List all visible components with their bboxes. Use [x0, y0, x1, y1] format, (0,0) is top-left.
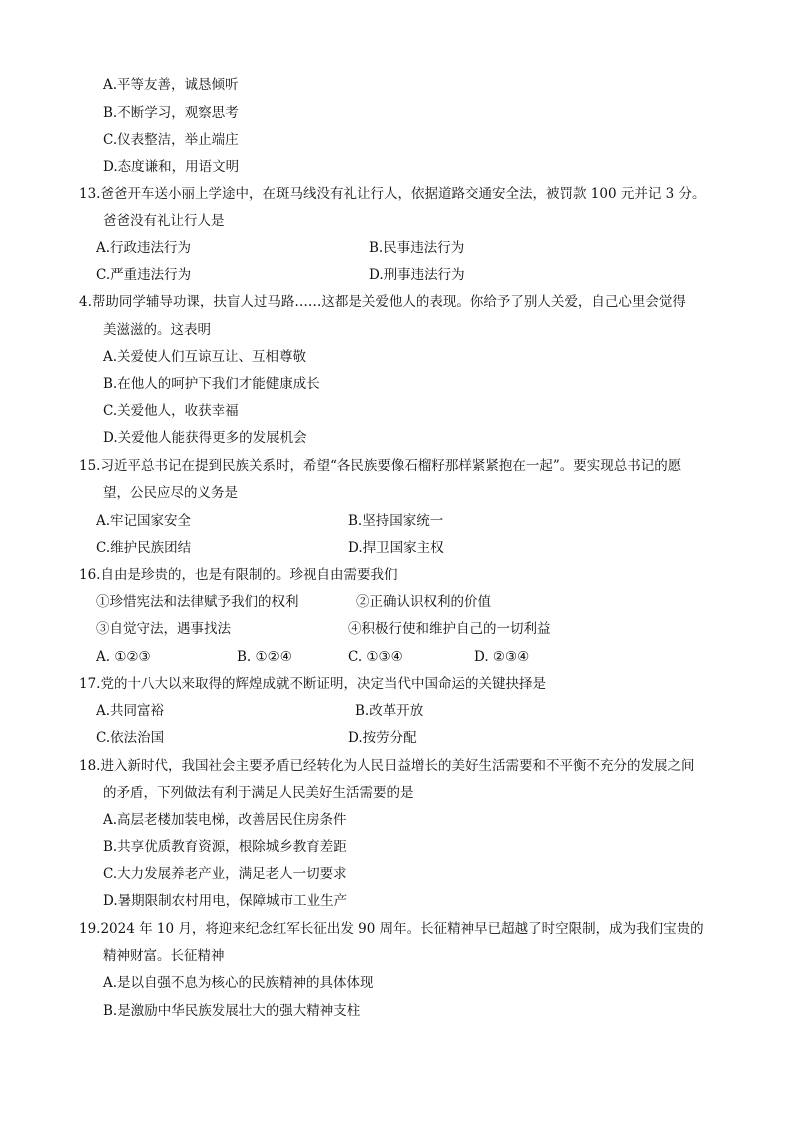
question-18-stem-cont: 的矛盾，下列做法有利于满足人民美好生活需要的是	[103, 785, 414, 801]
statement-16-3: ③自觉守法，遇事找法	[96, 621, 231, 637]
question-18-stem: 18.进入新时代，我国社会主要矛盾已经转化为人民日益增长的美好生活需要和不平衡不充分的发展之间	[79, 758, 695, 774]
option-13d: D.刑事违法行为	[369, 267, 465, 283]
option-16b: B. ①②④	[237, 649, 292, 665]
option-12c: C.仪表整洁，举止端庄	[103, 132, 239, 148]
option-17a: A.共同富裕	[96, 703, 165, 719]
statement-16-1: ①珍惜宪法和法律赋予我们的权利	[96, 594, 299, 610]
question-19-stem: 19.2024 年 10 月，将迎来纪念红军长征出发 90 周年。长征精神早已超越了时空限制，成为我们宝贵的	[79, 921, 704, 937]
option-17c: C.依法治国	[96, 730, 165, 746]
option-13b: B.民事违法行为	[369, 240, 465, 256]
question-15-stem-cont: 望，公民应尽的义务是	[103, 485, 238, 501]
question-13-stem-cont: 爸爸没有礼让行人是	[103, 213, 225, 229]
option-15d: D.捍卫国家主权	[348, 540, 444, 556]
statement-16-2: ②正确认识权利的价值	[356, 594, 491, 610]
option-19b: B.是激励中华民族发展壮大的强大精神支柱	[103, 1003, 361, 1019]
option-18b: B.共享优质教育资源，根除城乡教育差距	[103, 839, 347, 855]
option-14d: D.关爱他人能获得更多的发展机会	[103, 430, 307, 446]
option-14c: C.关爱他人，收获幸福	[103, 403, 239, 419]
option-12a: A.平等友善，诚恳倾听	[103, 77, 239, 93]
question-16-stem: 16.自由是珍贵的，也是有限制的。珍视自由需要我们	[79, 567, 398, 583]
question-15-stem: 15.习近平总书记在提到民族关系时，希望“各民族要像石榴籽那样紧紧抱在一起”。要实现总书记的愿	[79, 458, 682, 474]
option-18d: D.暑期限制农村用电，保障城市工业生产	[103, 893, 348, 909]
option-16a: A. ①②③	[96, 649, 151, 665]
question-14-stem: 4.帮助同学辅导功课，扶盲人过马路……这都是关爱他人的表现。你给予了别人关爱，自己心里会觉得	[79, 294, 686, 310]
question-13-stem: 13.爸爸开车送小丽上学途中，在斑马线没有礼让行人，依据道路交通安全法，被罚款 100 元并记 3 分。	[79, 186, 706, 202]
option-13a: A.行政违法行为	[96, 240, 192, 256]
option-16d: D. ②③④	[474, 649, 530, 665]
option-18c: C.大力发展养老产业，满足老人一切要求	[103, 866, 347, 882]
question-17-stem: 17.党的十八大以来取得的辉煌成就不断证明，决定当代中国命运的关键抉择是	[79, 676, 546, 692]
option-19a: A.是以自强不息为核心的民族精神的具体体现	[103, 975, 374, 991]
question-14-stem-cont: 美滋滋的。这表明	[103, 322, 211, 338]
option-17b: B.改革开放	[355, 703, 424, 719]
option-13c: C.严重违法行为	[96, 267, 192, 283]
option-15a: A.牢记国家安全	[96, 513, 192, 529]
option-15c: C.维护民族团结	[96, 540, 192, 556]
option-16c: C. ①③④	[348, 649, 403, 665]
option-12b: B.不断学习，观察思考	[103, 105, 239, 121]
statement-16-4: ④积极行使和维护自己的一切利益	[348, 621, 551, 637]
option-15b: B.坚持国家统一	[348, 513, 444, 529]
option-12d: D.态度谦和，用语文明	[103, 159, 240, 175]
option-18a: A.高层老楼加装电梯，改善居民住房条件	[103, 812, 347, 828]
option-14b: B.在他人的呵护下我们才能健康成长	[103, 376, 320, 392]
option-14a: A.关爱使人们互谅互让、互相尊敬	[103, 349, 307, 365]
question-19-stem-cont: 精神财富。长征精神	[103, 948, 225, 964]
option-17d: D.按劳分配	[348, 730, 417, 746]
